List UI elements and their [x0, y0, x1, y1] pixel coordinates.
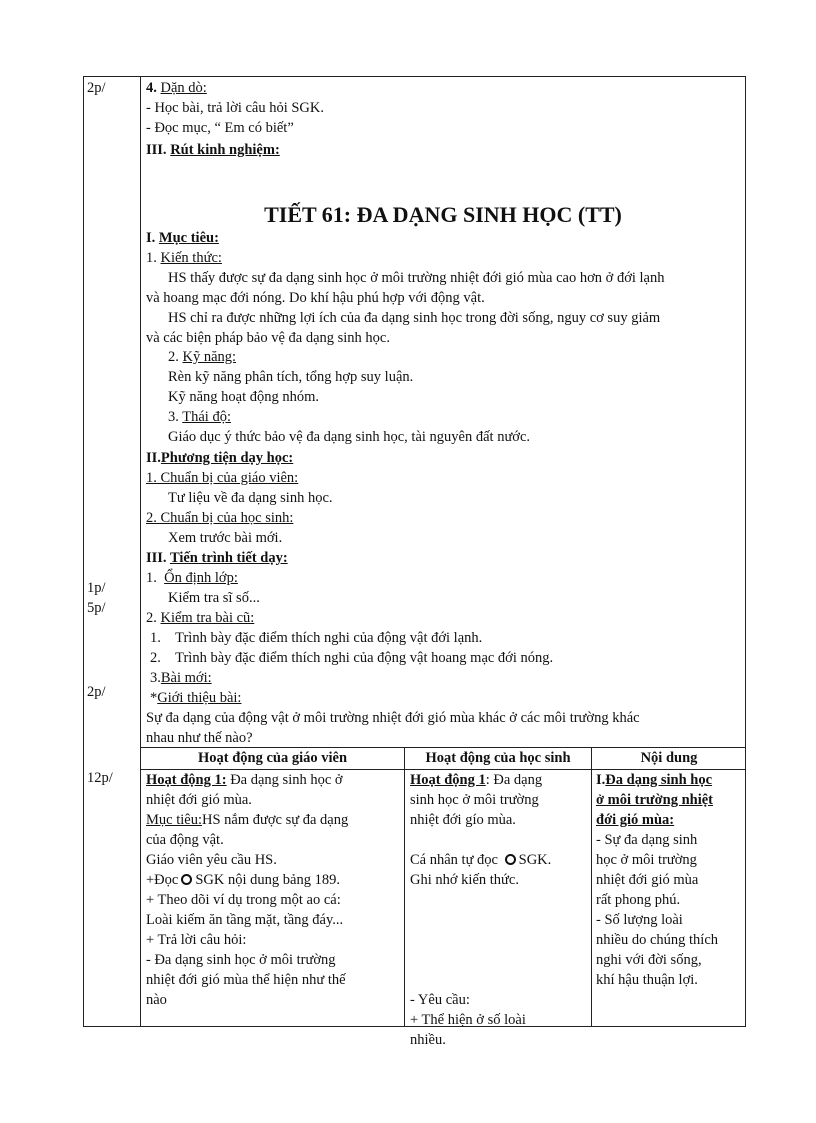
header-teacher: Hoạt động của giáo viên [197, 750, 348, 766]
homework-item: - Học bài, trả lời câu hỏi SGK. [146, 100, 325, 116]
header-content: Nội dung [640, 750, 698, 766]
circle-bullet-icon [505, 854, 516, 865]
review-question: 2. Trình bày đặc điểm thích nghi của động vật hoang mạc đới nóng. [150, 650, 554, 666]
knowledge-line: HS chỉ ra được những lợi ích của đa dạng sinh học trong đời sống, nguy cơ suy giảm [168, 310, 661, 326]
time-label: 2p/ [87, 684, 106, 700]
teacher-prep-line: Tư liệu về đa dạng sinh học. [168, 490, 333, 506]
student-prep-line: Xem trước bài mới. [168, 530, 283, 546]
review-heading: 2. Kiểm tra bài cũ: [146, 610, 255, 626]
review-question: 1. Trình bày đặc điểm thích nghi của động vật đới lạnh. [150, 630, 483, 646]
time-label: 5p/ [87, 600, 106, 616]
knowledge-heading: 1. Kiến thức: [146, 250, 222, 266]
teacher-activity-cell: Hoạt động 1: Đa dạng sinh học ở nhiệt đới gió mùa. Mục tiêu:HS nắm được sự đa dạng của động vật. Giáo viên yêu cầu HS. +Đọc SGK nội dung bảng 189. + Theo dõi ví dụ trong một ao cá: Loài kiếm ăn tầng mặt, tầng đáy... + Trả lời câu hỏi: - Đa dạng sinh học ở môi trường nhiệt đới gió mùa thể hiện như thế nào [146, 772, 349, 1008]
experience-heading: III. Rút kinh nghiệm: [146, 142, 280, 158]
homework-item: - Đọc mục, “ Em có biết” [146, 120, 294, 136]
attitude-heading: 3. Thái độ: [168, 409, 231, 425]
knowledge-line: HS thấy được sự đa dạng sinh học ở môi trường nhiệt đới gió mùa cao hơn ở đới lạnh [168, 270, 665, 286]
time-label: 2p/ [87, 80, 106, 96]
skills-line: Kỹ năng hoạt động nhóm. [168, 389, 320, 405]
class-check-line: Kiểm tra sĩ số... [168, 590, 260, 606]
skills-heading: 2. Kỹ năng: [168, 349, 237, 365]
intro-line: nhau như thế nào? [146, 730, 253, 746]
homework-heading: 4. Dặn dò: [146, 80, 207, 96]
intro-heading: *Giới thiệu bài: [150, 690, 242, 706]
new-lesson-heading: 3.Bài mới: [150, 670, 212, 686]
means-heading: II.Phương tiện dạy học: [146, 450, 294, 466]
objectives-heading: I. Mục tiêu: [146, 230, 219, 246]
skills-line: Rèn kỹ năng phân tích, tổng hợp suy luận. [168, 369, 414, 385]
student-activity-cell: Hoạt động 1: Đa dạng sinh học ở môi trường nhiệt đới gío mùa. Cá nhân tự đọc SGK. Ghi nhớ kiến thức. - Yêu cầu: + Thể hiện ở số loài nhiều. [410, 772, 552, 1048]
time-label: 1p/ [87, 580, 106, 596]
time-label: 12p/ [87, 770, 113, 786]
knowledge-line: và hoang mạc đới nóng. Do khí hậu phú hợp với động vật. [146, 290, 485, 306]
student-prep-heading: 2. Chuẩn bị của học sinh: [146, 510, 294, 526]
attitude-line: Giáo dục ý thức bảo vệ đa dạng sinh học, tài nguyên đất nước. [168, 429, 531, 445]
intro-line: Sự đa dạng của động vật ở môi trường nhiệt đới gió mùa khác ở các môi trường khác [146, 710, 640, 726]
lesson-title: TIẾT 61: ĐA DẠNG SINH HỌC (TT) [264, 202, 622, 227]
column-divider [591, 747, 592, 1027]
content-cell: I.Đa dạng sinh học ở môi trường nhiệt đới gió mùa: - Sự đa dạng sinh học ở môi trường nhiệt đới gió mùa rất phong phú. - Số lượng loài nhiều do chúng thích nghi với đời sống, khí hậu thuận lợi. [596, 772, 719, 988]
column-divider [404, 747, 405, 1027]
teacher-prep-heading: 1. Chuẩn bị của giáo viên: [146, 470, 299, 486]
process-heading: III. Tiến trình tiết dạy: [146, 550, 288, 566]
class-check-heading: 1. Ổn định lớp: [146, 570, 238, 586]
circle-bullet-icon [181, 874, 192, 885]
knowledge-line: và các biện pháp bảo vệ đa dạng sinh học. [146, 330, 390, 346]
header-student: Hoạt động của học sinh [425, 750, 571, 766]
